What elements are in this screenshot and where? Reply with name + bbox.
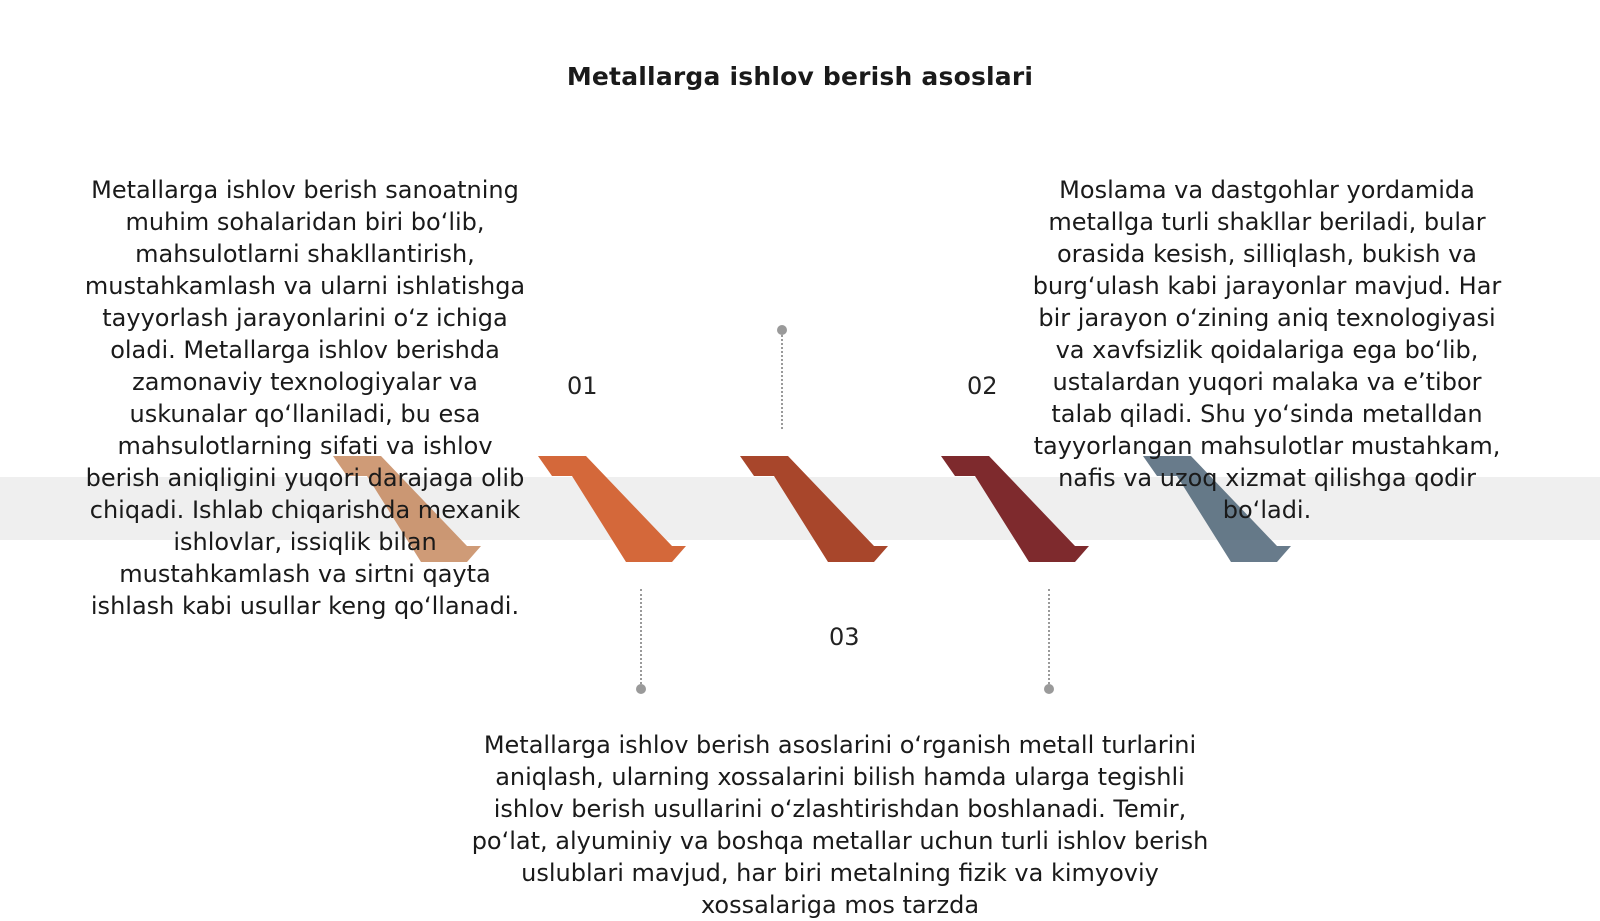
timeline-arrow-1 (538, 456, 688, 562)
step-number-3: 03 (829, 623, 860, 651)
step-1-text: Metallarga ishlov berish sanoatning muhim sohalaridan biri bo‘lib, mahsulotlarni shakllantirish, mustahkamlash va ularni ishlatishga tayyorlash jarayonlarini o‘z ichiga oladi. Metallarga ishlov berishda zamonaviy texnologiyalar va uskunalar qo‘llaniladi, bu esa mahsulotlarning sifati va ishlov berish aniqligini yuqori darajaga olib chiqadi. Ishlab chiqarishda mexanik ishlovlar, issiqlik bilan mustahkamlash va sirtni qayta ishlash kabi usullar keng qo‘llanadi. (84, 176, 526, 620)
step-3-text: Metallarga ishlov berish asoslarini o‘rganish metall turlarini aniqlash, ularning xossalarini bilish hamda ularga tegishli ishlov berish usullarini o‘zlashtirishdan boshlanadi. Temir, po‘lat, alyuminiy va boshqa metallar uchun turli ishlov berish uslublari mavjud, har biri metalning fizik va kimyoviy xossalariga mos tarzda (471, 731, 1209, 919)
step-number-2: 02 (967, 372, 998, 400)
connector-bottom-right (1043, 589, 1055, 694)
timeline-arrow-2 (740, 456, 890, 562)
step-number-1: 01 (567, 372, 598, 400)
connector-bottom-left (635, 589, 647, 694)
connector-top (776, 325, 788, 429)
step-2-text: Moslama va dastgohlar yordamida metallga turli shakllar beriladi, bular orasida kesish, silliqlash, bukish va burg‘ulash kabi jarayonlar mavjud. Har bir jarayon o‘zining aniq texnologiyasi va xavfsizlik qoidalariga ega bo‘lib, ustalardan yuqori malaka va e’tibor talab qiladi. Shu yo‘sinda metalldan tayyorlangan mahsulotlar mustahkam, nafis va uzoq xizmat qilishga qodir bo‘ladi. (1032, 176, 1502, 524)
slide-title: Metallarga ishlov berish asoslari (566, 62, 1034, 91)
